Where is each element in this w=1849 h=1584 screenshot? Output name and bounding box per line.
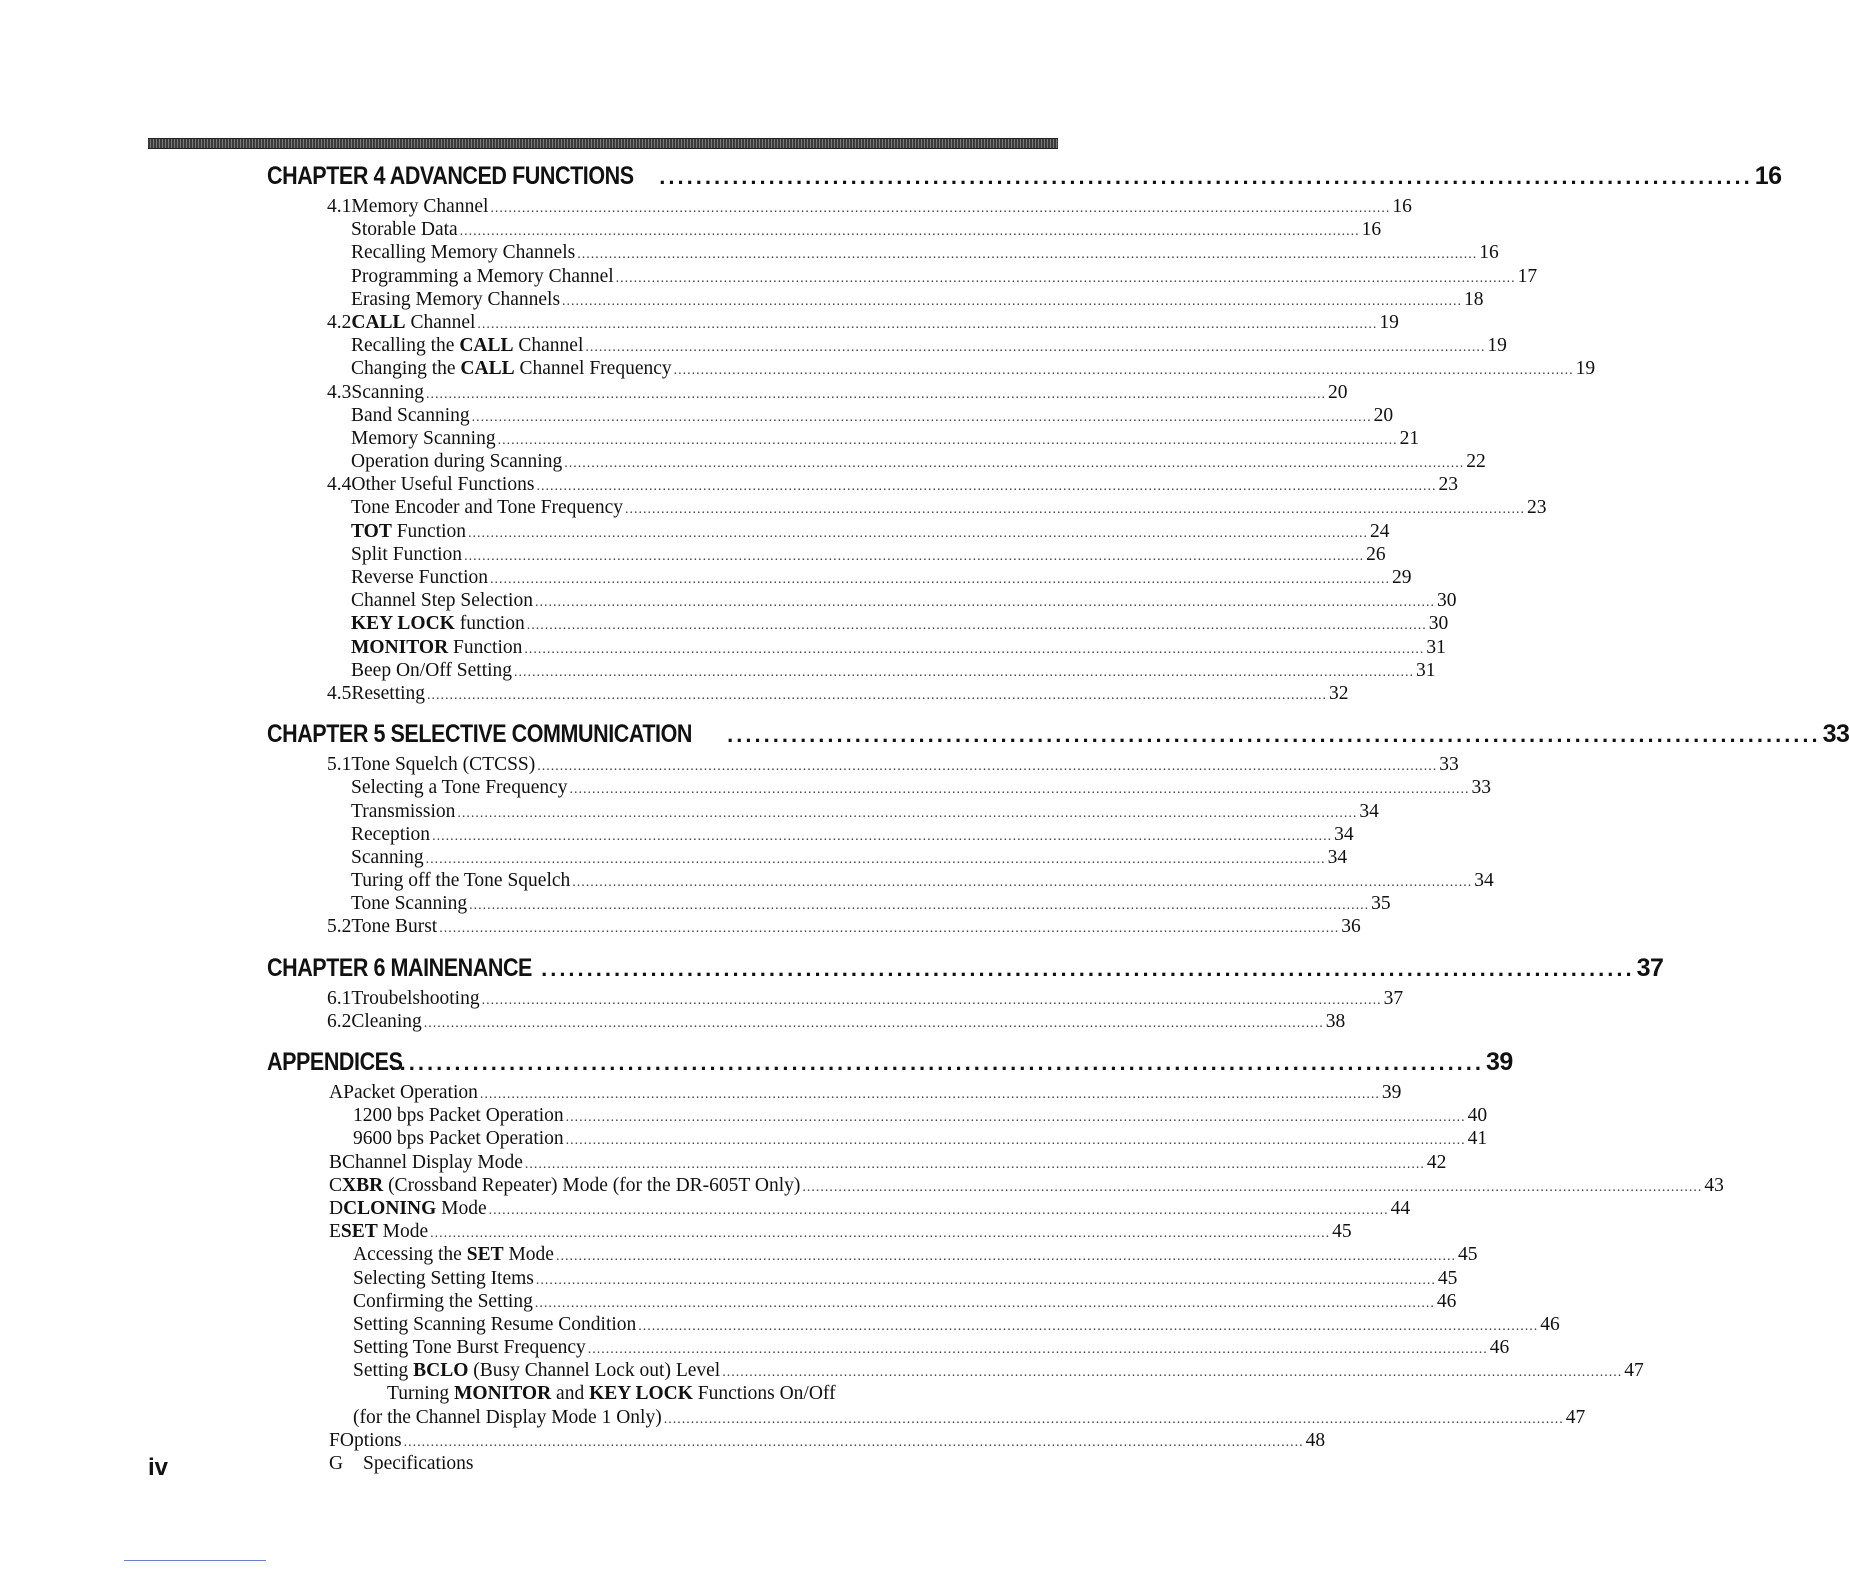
entry-title: MONITOR Function [351,636,523,658]
chapter-heading[interactable] [267,1048,1513,1082]
toc-entry[interactable] [267,311,1399,335]
leader-dots: ........................................................................................................................................................................................................ [526,618,1427,634]
leader-dots: ........................................................................................................................................................................................................ [572,875,1473,891]
toc-entry[interactable] [267,1221,1352,1244]
entry-page: 45 [1457,1244,1478,1266]
leader-dots: ........................................................................................................................................................................................................ [534,595,1435,611]
entry-title: Resetting [351,682,426,704]
toc-entry[interactable] [267,846,1348,870]
entry-title: Transmission [351,800,456,822]
leader-dots: ........................................................................................................................................................................................................ [425,851,1326,867]
toc-entry[interactable] [267,916,1361,939]
entry-page: 19 [1575,358,1596,380]
entry-number: 6.1 [327,987,352,1009]
toc-entry[interactable] [267,1105,1488,1128]
toc-entry[interactable] [267,823,1354,847]
leader-dots: ........................................................................................................................................................................................................ [490,572,1391,587]
entry-title: Tone Squelch (CTCSS) [351,754,536,776]
toc-entry[interactable] [267,870,1494,893]
entry-page: 41 [1467,1128,1488,1150]
toc-entry[interactable] [267,520,1390,544]
toc-entry[interactable] [267,1429,1326,1453]
page-number: iv [148,1454,169,1481]
entry-title: Channel Step Selection [351,590,533,612]
leader-dots: ........................................................................................................................................................................................................ [403,1434,1304,1450]
toc-entry[interactable] [267,590,1457,613]
entry-number: C [329,1174,343,1196]
entry-page: 32 [1329,682,1349,704]
leader-dots: ........................................................................................................................................................................................................ [430,1226,1331,1242]
entry-title: CALL Channel [351,311,476,333]
entry-title: Setting Scanning Resume Condition [353,1313,637,1335]
entry-title: Reception [351,823,431,845]
entry-title: Options [339,1429,402,1451]
entry-title: Channel Display Mode [342,1151,523,1173]
toc-entry[interactable] [267,427,1420,451]
entry-number: D [329,1197,344,1219]
leader-dots: ........................................................................................................................................................................................................ [587,1342,1488,1358]
leader-dots: ........................................................................................................................................................................................................ [432,828,1333,844]
leader-dots: ........................................................................................................................................................................................................ [464,548,1365,564]
section-gap [267,940,983,954]
toc-entry[interactable] [267,543,1386,567]
toc-entry[interactable] [267,777,1491,800]
chapter-heading[interactable] [267,162,1782,196]
toc-entry[interactable] [267,1151,1447,1175]
entry-title: Scanning [351,846,424,868]
entry-number: 4.3 [327,381,352,403]
entry-page: 19 [1487,335,1507,357]
entry-page: 23 [1438,474,1458,496]
leader-dots: ........................................................................................................................................................................................................ [536,479,1437,495]
leader-dots: ........................................................................................................................................................................................................ [535,1272,1436,1288]
toc-entry[interactable] [267,381,1348,405]
entry-title: 9600 bps Packet Operation [353,1128,564,1150]
entry-title: Selecting Setting Items [353,1267,534,1289]
toc-entry[interactable] [267,682,1349,706]
entry-title: Memory Channel [351,196,489,217]
entry-page: 24 [1370,520,1390,542]
leader-dots: ........................................................................................................................................................................................................ [585,340,1486,356]
entry-page: 30 [1428,613,1449,635]
chapter-title: CHAPTER 5 SELECTIVE COMMUNICATION [267,720,692,749]
leader-dots: ........................................................................................................................................................................................................ [427,687,1328,703]
leader-dots: ........................................................................................................................................................................................................ [439,921,1340,937]
toc-entry[interactable] [267,1360,1644,1383]
section-gap [267,706,983,720]
chapter-title: APPENDICES [267,1048,403,1076]
entry-page: 26 [1366,543,1386,565]
toc-entry[interactable] [267,219,1382,242]
entry-title: Erasing Memory Channels [351,288,561,310]
chapter-heading[interactable] [267,953,1664,988]
toc-entry[interactable] [267,1244,1478,1267]
entry-page: 33 [1471,777,1491,799]
chapter-page: 33 [1822,720,1849,749]
leader-dots: ........................................................................................................................................................................................................ [565,1133,1466,1149]
entry-page: 30 [1436,590,1457,612]
entry-page: 33 [1439,754,1459,776]
entry-number: 5.2 [327,916,352,938]
leader-dots: ........................................................................................................................................................................................................ [564,456,1465,472]
entry-title: Other Useful Functions [351,474,535,496]
entry-number: 6.2 [327,1010,352,1032]
leader-dots: ........................................................................................................................................................................................................ [488,1202,1389,1218]
toc-entry[interactable] [267,567,1412,590]
entry-title: Tone Scanning [351,893,468,915]
toc-entry[interactable] [267,1082,1402,1105]
leader-dots: ........................................................................................................................................................................................................ [457,805,1358,821]
entry-title: Selecting a Tone Frequency [351,777,568,799]
leader-dots: ........................................................................................................................................................................................................ [638,1318,1539,1334]
leader-dots: ........................................................................................................................................................................................................ [479,1087,1380,1102]
leader-dots: ........................................................................................................................ [390,1050,1485,1075]
leader-dots: ........................................................................................................................................................................................................ [534,1295,1435,1311]
leader-dots: ........................................................................................................................................................................................................ [802,1179,1703,1195]
toc-entry[interactable] [267,1010,1346,1034]
leader-dots: ........................................................................................................................................................................................................ [577,247,1478,263]
entry-number: 4.5 [327,682,352,704]
toc-entry[interactable] [267,987,1404,1011]
entry-page: 40 [1467,1105,1488,1127]
entry-title: Cleaning [351,1010,422,1032]
toc-entry[interactable] [267,288,1484,312]
entry-title: Setting BCLO (Busy Channel Lock out) Level [353,1360,721,1382]
toc-entry[interactable] [267,893,1391,916]
entry-page: 16 [1392,196,1412,217]
entry-number: 5.1 [327,754,352,776]
leader-dots: ........................................................................................................................ [541,955,1635,981]
toc-entry[interactable] [267,196,1412,219]
leader-dots: ........................................................................................................................................................................................................ [624,502,1525,518]
entry-number: A [329,1082,344,1103]
entry-page: 34 [1327,846,1348,868]
entry-page: 34 [1359,800,1379,822]
leader-dots: ........................................................................................................................................................................................................ [673,363,1574,379]
toc-entry[interactable] [267,800,1379,824]
toc-entry[interactable] [267,1453,983,1476]
leader-dots: ........................................................................................................................ [727,722,1821,748]
leader-dots: ........................................................................................................................................................................................................ [469,898,1370,914]
entry-title: Tone Burst [351,916,438,938]
entry-title: Split Function [351,543,463,565]
toc-entry[interactable] [267,497,1547,520]
entry-page: 35 [1371,893,1391,915]
toc-entry[interactable] [267,474,1458,497]
toc-entry[interactable] [267,659,1436,683]
entry-title: Memory Scanning [351,427,496,449]
toc-entry[interactable] [267,1174,1724,1198]
toc-entry[interactable] [267,1197,1411,1221]
leader-dots: ........................................................................................................................................................................................................ [663,1411,1564,1427]
toc-entry[interactable] [267,613,1449,636]
entry-page: 38 [1325,1010,1346,1032]
leader-dots: ........................................................................................................................................................................................................ [468,525,1369,541]
entry-page: 19 [1379,311,1399,333]
entry-title: Turing off the Tone Squelch [351,870,571,892]
leader-dots: ........................................................................................................................................................................................................ [555,1249,1456,1265]
entry-title: Operation during Scanning [351,451,563,473]
entry-title: 1200 bps Packet Operation [353,1105,564,1127]
leader-dots: ........................................................................................................................................................................................................ [722,1365,1623,1381]
entry-title: Tone Encoder and Tone Frequency [351,497,623,519]
entry-page: 47 [1624,1360,1644,1382]
entry-title: Changing the CALL Channel Frequency [351,358,672,380]
leader-dots: ........................................................................................................................................................................................................ [423,1015,1324,1031]
entry-number: G [329,1453,344,1474]
entry-page: 39 [1381,1082,1402,1103]
chapter-page: 16 [1754,162,1782,190]
entry-title: Accessing the SET Mode [353,1244,554,1266]
toc-entry[interactable] [267,358,1596,381]
entry-title: Programming a Memory Channel [351,265,614,287]
entry-title: Reverse Function [351,567,489,588]
entry-page: 45 [1437,1267,1458,1289]
entry-title: TOT Function [351,520,467,542]
table-of-contents [267,162,1849,1476]
entry-page: 47 [1565,1406,1586,1428]
entry-title: Scanning [351,381,424,403]
entry-page: 48 [1305,1429,1326,1451]
entry-page: 42 [1426,1151,1447,1173]
entry-page: 29 [1392,567,1412,588]
entry-title: Recalling Memory Channels [351,242,576,264]
toc-entry[interactable] [267,404,1394,428]
entry-page: 31 [1416,659,1436,681]
entry-title: Troubelshooting [351,987,480,1009]
chapter-title: CHAPTER 4 ADVANCED FUNCTIONS [267,162,634,190]
entry-number: 4.2 [327,311,352,333]
leader-dots: ........................................................................................................................................................................................................ [514,664,1415,680]
toc-entry[interactable] [267,1383,983,1406]
entry-title: (for the Channel Display Mode 1 Only) [353,1406,662,1428]
toc-entry[interactable] [267,1406,1586,1430]
entry-title: Setting Tone Burst Frequency [353,1337,586,1359]
toc-entry[interactable] [267,265,1538,289]
entry-page: 45 [1332,1221,1352,1243]
toc-entry[interactable] [267,1313,1560,1337]
entry-page: 46 [1436,1290,1457,1312]
leader-dots: ........................................................................................................................................................................................................ [615,270,1516,286]
leader-dots: ........................................................................................................................................................................................................ [569,782,1470,798]
chapter-page: 37 [1636,953,1664,982]
leader-dots: ........................................................................................................................................................................................................ [477,316,1378,332]
chapter-title: CHAPTER 6 MAINENANCE [267,953,532,982]
entry-page: 44 [1390,1197,1411,1219]
leader-dots: ........................................................................................................................................................................................................ [459,224,1360,240]
entry-page: 37 [1383,987,1404,1009]
entry-page: 36 [1341,916,1361,938]
leader-dots: ........................................................................................................................................................................................................ [565,1110,1466,1126]
toc-entry[interactable] [267,636,1446,660]
entry-title: Band Scanning [351,404,470,426]
leader-dots: ........................................................................................................................................................................................................ [497,432,1398,448]
toc-entry[interactable] [267,242,1499,265]
leader-dots: ........................................................................................................................ [659,164,1753,189]
toc-entry[interactable] [267,1267,1458,1291]
leader-dots: ........................................................................................................................................................................................................ [425,386,1326,402]
leader-dots: ........................................................................................................................................................................................................ [524,1156,1425,1172]
header-rule [148,138,1058,149]
entry-page: 18 [1464,288,1484,310]
entry-page: 16 [1361,219,1382,241]
entry-number: 4.4 [327,474,352,496]
leader-dots: ........................................................................................................................................................................................................ [562,293,1463,309]
entry-page: 21 [1399,427,1420,449]
entry-number: E [329,1221,341,1243]
chapter-heading[interactable] [267,720,1849,754]
chapter-page: 39 [1486,1048,1513,1076]
leader-dots: ........................................................................................................................................................................................................ [471,409,1372,425]
entry-title: Storable Data [351,219,458,241]
entry-page: 17 [1517,265,1538,287]
toc-entry[interactable] [267,754,1459,777]
entry-number: F [329,1429,340,1451]
entry-title: Confirming the Setting [353,1290,533,1312]
leader-dots: ........................................................................................................................................................................................................ [490,201,1391,216]
entry-title: KEY LOCK function [351,613,525,635]
entry-page: 22 [1466,451,1486,473]
entry-page: 46 [1540,1313,1560,1335]
entry-page: 20 [1327,381,1348,403]
toc-entry[interactable] [267,1128,1488,1151]
entry-title: XBR (Crossband Repeater) Mode (for the DR-605T Only) [342,1174,801,1196]
entry-page: 34 [1474,870,1494,892]
entry-title: Packet Operation [343,1082,478,1103]
toc-entry[interactable] [267,451,1486,474]
entry-title: Beep On/Off Setting [351,659,513,681]
entry-page: 20 [1373,404,1394,426]
section-gap [267,1034,983,1048]
toc-entry[interactable] [267,1290,1457,1314]
entry-title: Recalling the CALL Channel [351,335,584,357]
entry-page: 46 [1489,1337,1510,1359]
entry-page: 16 [1479,242,1499,264]
entry-title: CLONING Mode [343,1197,487,1219]
toc-entry[interactable] [267,335,1507,358]
entry-number: B [329,1151,343,1173]
entry-title: SET Mode [340,1221,429,1243]
entry-page: 34 [1334,823,1354,845]
footer-rule [124,1560,266,1561]
leader-dots: ........................................................................................................................................................................................................ [537,759,1438,775]
toc-entry[interactable] [267,1337,1510,1360]
entry-page: 23 [1526,497,1547,519]
entry-title: Turning MONITOR and KEY LOCK Functions On/Off [387,1383,836,1405]
entry-number: 4.1 [327,196,352,217]
entry-page: 43 [1704,1174,1724,1196]
leader-dots: ........................................................................................................................................................................................................ [524,641,1425,657]
entry-title: Specifications [363,1453,474,1474]
entry-page: 31 [1426,636,1446,658]
leader-dots: ........................................................................................................................................................................................................ [481,992,1382,1008]
